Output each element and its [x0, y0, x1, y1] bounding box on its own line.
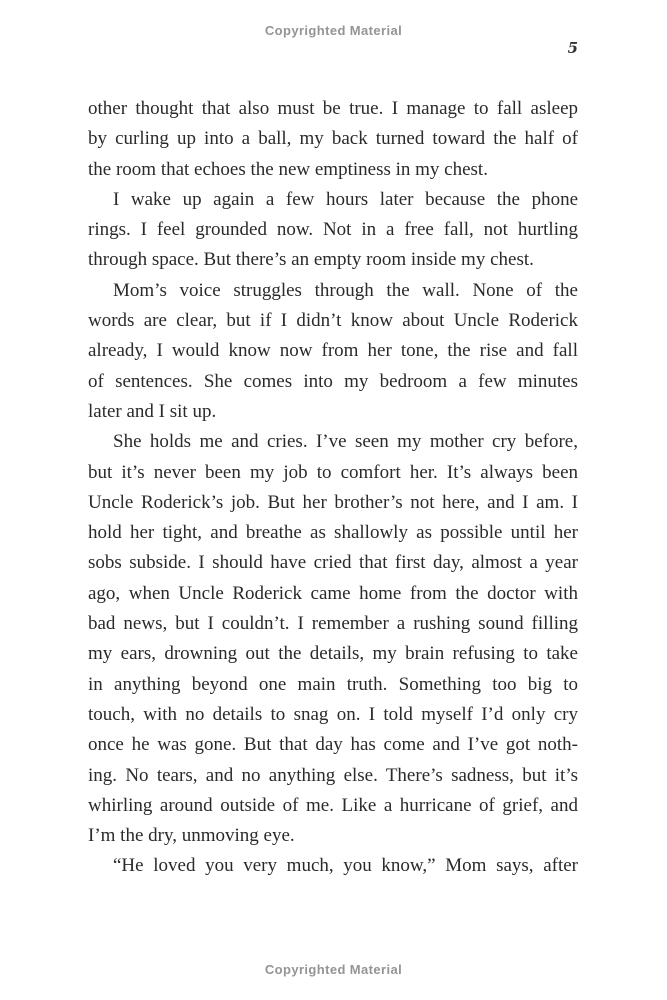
- text-line: ago, when Uncle Roderick came home from the doctor with: [88, 582, 578, 604]
- text-line: the room that echoes the new emptiness in my chest.: [88, 158, 488, 180]
- text-line: She holds me and cries. I’ve seen my mother cry before,: [113, 431, 578, 453]
- text-line: Uncle Roderick’s job. But her brother’s not here, and I am. I: [88, 491, 578, 513]
- paragraph: [88, 94, 578, 185]
- text-line: words are clear, but if I didn’t know about Uncle Roderick: [88, 310, 578, 332]
- text-line: in anything beyond one main truth. Something too big to: [88, 673, 578, 695]
- text-line: ing. No tears, and no anything else. There’s sadness, but it’s: [88, 764, 578, 786]
- text-line: hold her tight, and breathe as shallowly as possible until her: [88, 522, 578, 544]
- text-line: of sentences. She comes into my bedroom a few minutes: [88, 370, 578, 392]
- page-number: 5: [567, 39, 578, 57]
- text-line: “He loved you very much, you know,” Mom says, after: [113, 855, 578, 877]
- text-line: I wake up again a few hours later because the phone: [113, 188, 578, 210]
- text-line: my ears, drowning out the details, my brain refusing to take: [88, 643, 578, 665]
- text-line: sobs subside. I should have cried that first day, almost a year: [88, 552, 578, 574]
- paragraph: [88, 427, 578, 851]
- paragraph: [88, 276, 578, 427]
- paragraph: [88, 851, 578, 881]
- text-line: rings. I feel grounded now. Not in a free fall, not hurtling: [88, 219, 578, 241]
- body-text: [88, 94, 578, 882]
- paragraph: [88, 185, 578, 276]
- text-line: Mom’s voice struggles through the wall. None of the: [113, 279, 578, 301]
- text-line: already, I would know now from her tone, the rise and fall: [88, 340, 578, 362]
- text-line: other thought that also must be true. I manage to fall asleep: [88, 98, 578, 119]
- text-line: touch, with no details to snag on. I told myself I’d only cry: [88, 703, 578, 725]
- text-line: by curling up into a ball, my back turned toward the half of: [88, 128, 578, 150]
- text-line: but it’s never been my job to comfort her. It’s always been: [88, 461, 578, 483]
- text-line: later and I sit up.: [88, 400, 217, 422]
- text-line: once he was gone. But that day has come and I’ve got noth-: [88, 734, 578, 756]
- copyright-notice-bottom: Copyrighted Material: [264, 962, 403, 977]
- text-line: I’m the dry, unmoving eye.: [88, 825, 295, 847]
- text-line: bad news, but I couldn’t. I remember a rushing sound filling: [88, 613, 578, 635]
- text-line: whirling around outside of me. Like a hurricane of grief, and: [88, 794, 578, 816]
- copyright-notice-top: Copyrighted Material: [264, 23, 403, 38]
- text-line: through space. But there’s an empty room inside my chest.: [88, 249, 534, 271]
